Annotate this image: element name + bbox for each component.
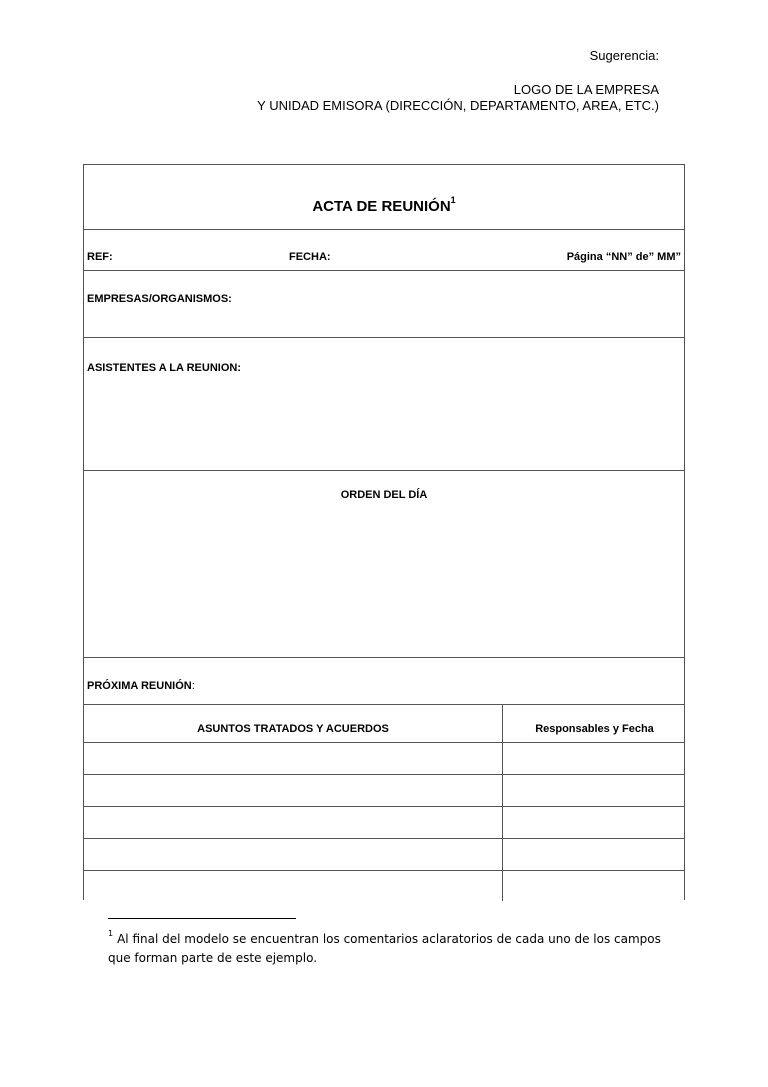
divider [84, 270, 684, 271]
next-meeting-text: PRÓXIMA REUNIÓN [87, 680, 192, 692]
logo-placeholder-line1: LOGO DE LA EMPRESA [513, 82, 659, 97]
table-row-divider [84, 838, 684, 839]
next-meeting-colon: : [191, 680, 195, 692]
responsible-column-header: Responsables y Fecha [535, 723, 654, 735]
topics-column-header: ASUNTOS TRATADOS Y ACUERDOS [197, 723, 389, 735]
ref-label: REF: [87, 251, 113, 263]
table-row-divider [84, 742, 684, 743]
divider [84, 470, 684, 471]
divider [84, 337, 684, 338]
divider [84, 229, 684, 230]
divider [84, 704, 684, 705]
form-title-text: ACTA DE REUNIÓN [312, 198, 451, 215]
attendees-label: ASISTENTES A LA REUNION: [87, 362, 242, 374]
table-row-divider [84, 774, 684, 775]
form-title [84, 197, 684, 215]
table-row-divider [84, 870, 684, 871]
footnote-mark: 1 [108, 929, 114, 938]
date-label: FECHA: [289, 251, 331, 263]
table-row-divider [84, 806, 684, 807]
footnote-text: Al final del modelo se encuentran los comentarios aclaratorios de cada uno de los campos que forman parte de este ejemplo. [108, 932, 661, 965]
logo-placeholder-line2: Y UNIDAD EMISORA (DIRECCIÓN, DEPARTAMENTO, AREA, ETC.) [257, 98, 659, 113]
suggestion-label: Sugerencia: [589, 48, 659, 63]
title-footnote-mark: 1 [450, 195, 456, 205]
companies-label: EMPRESAS/ORGANISMOS: [87, 293, 232, 305]
divider [84, 657, 684, 658]
agenda-label: ORDEN DEL DÍA [340, 489, 428, 501]
next-meeting-label [87, 680, 195, 692]
meeting-minutes-form [83, 164, 685, 900]
footnote [108, 926, 668, 968]
page-number-label: Página “NN” de” MM” [566, 251, 681, 263]
footnote-separator [108, 918, 296, 919]
